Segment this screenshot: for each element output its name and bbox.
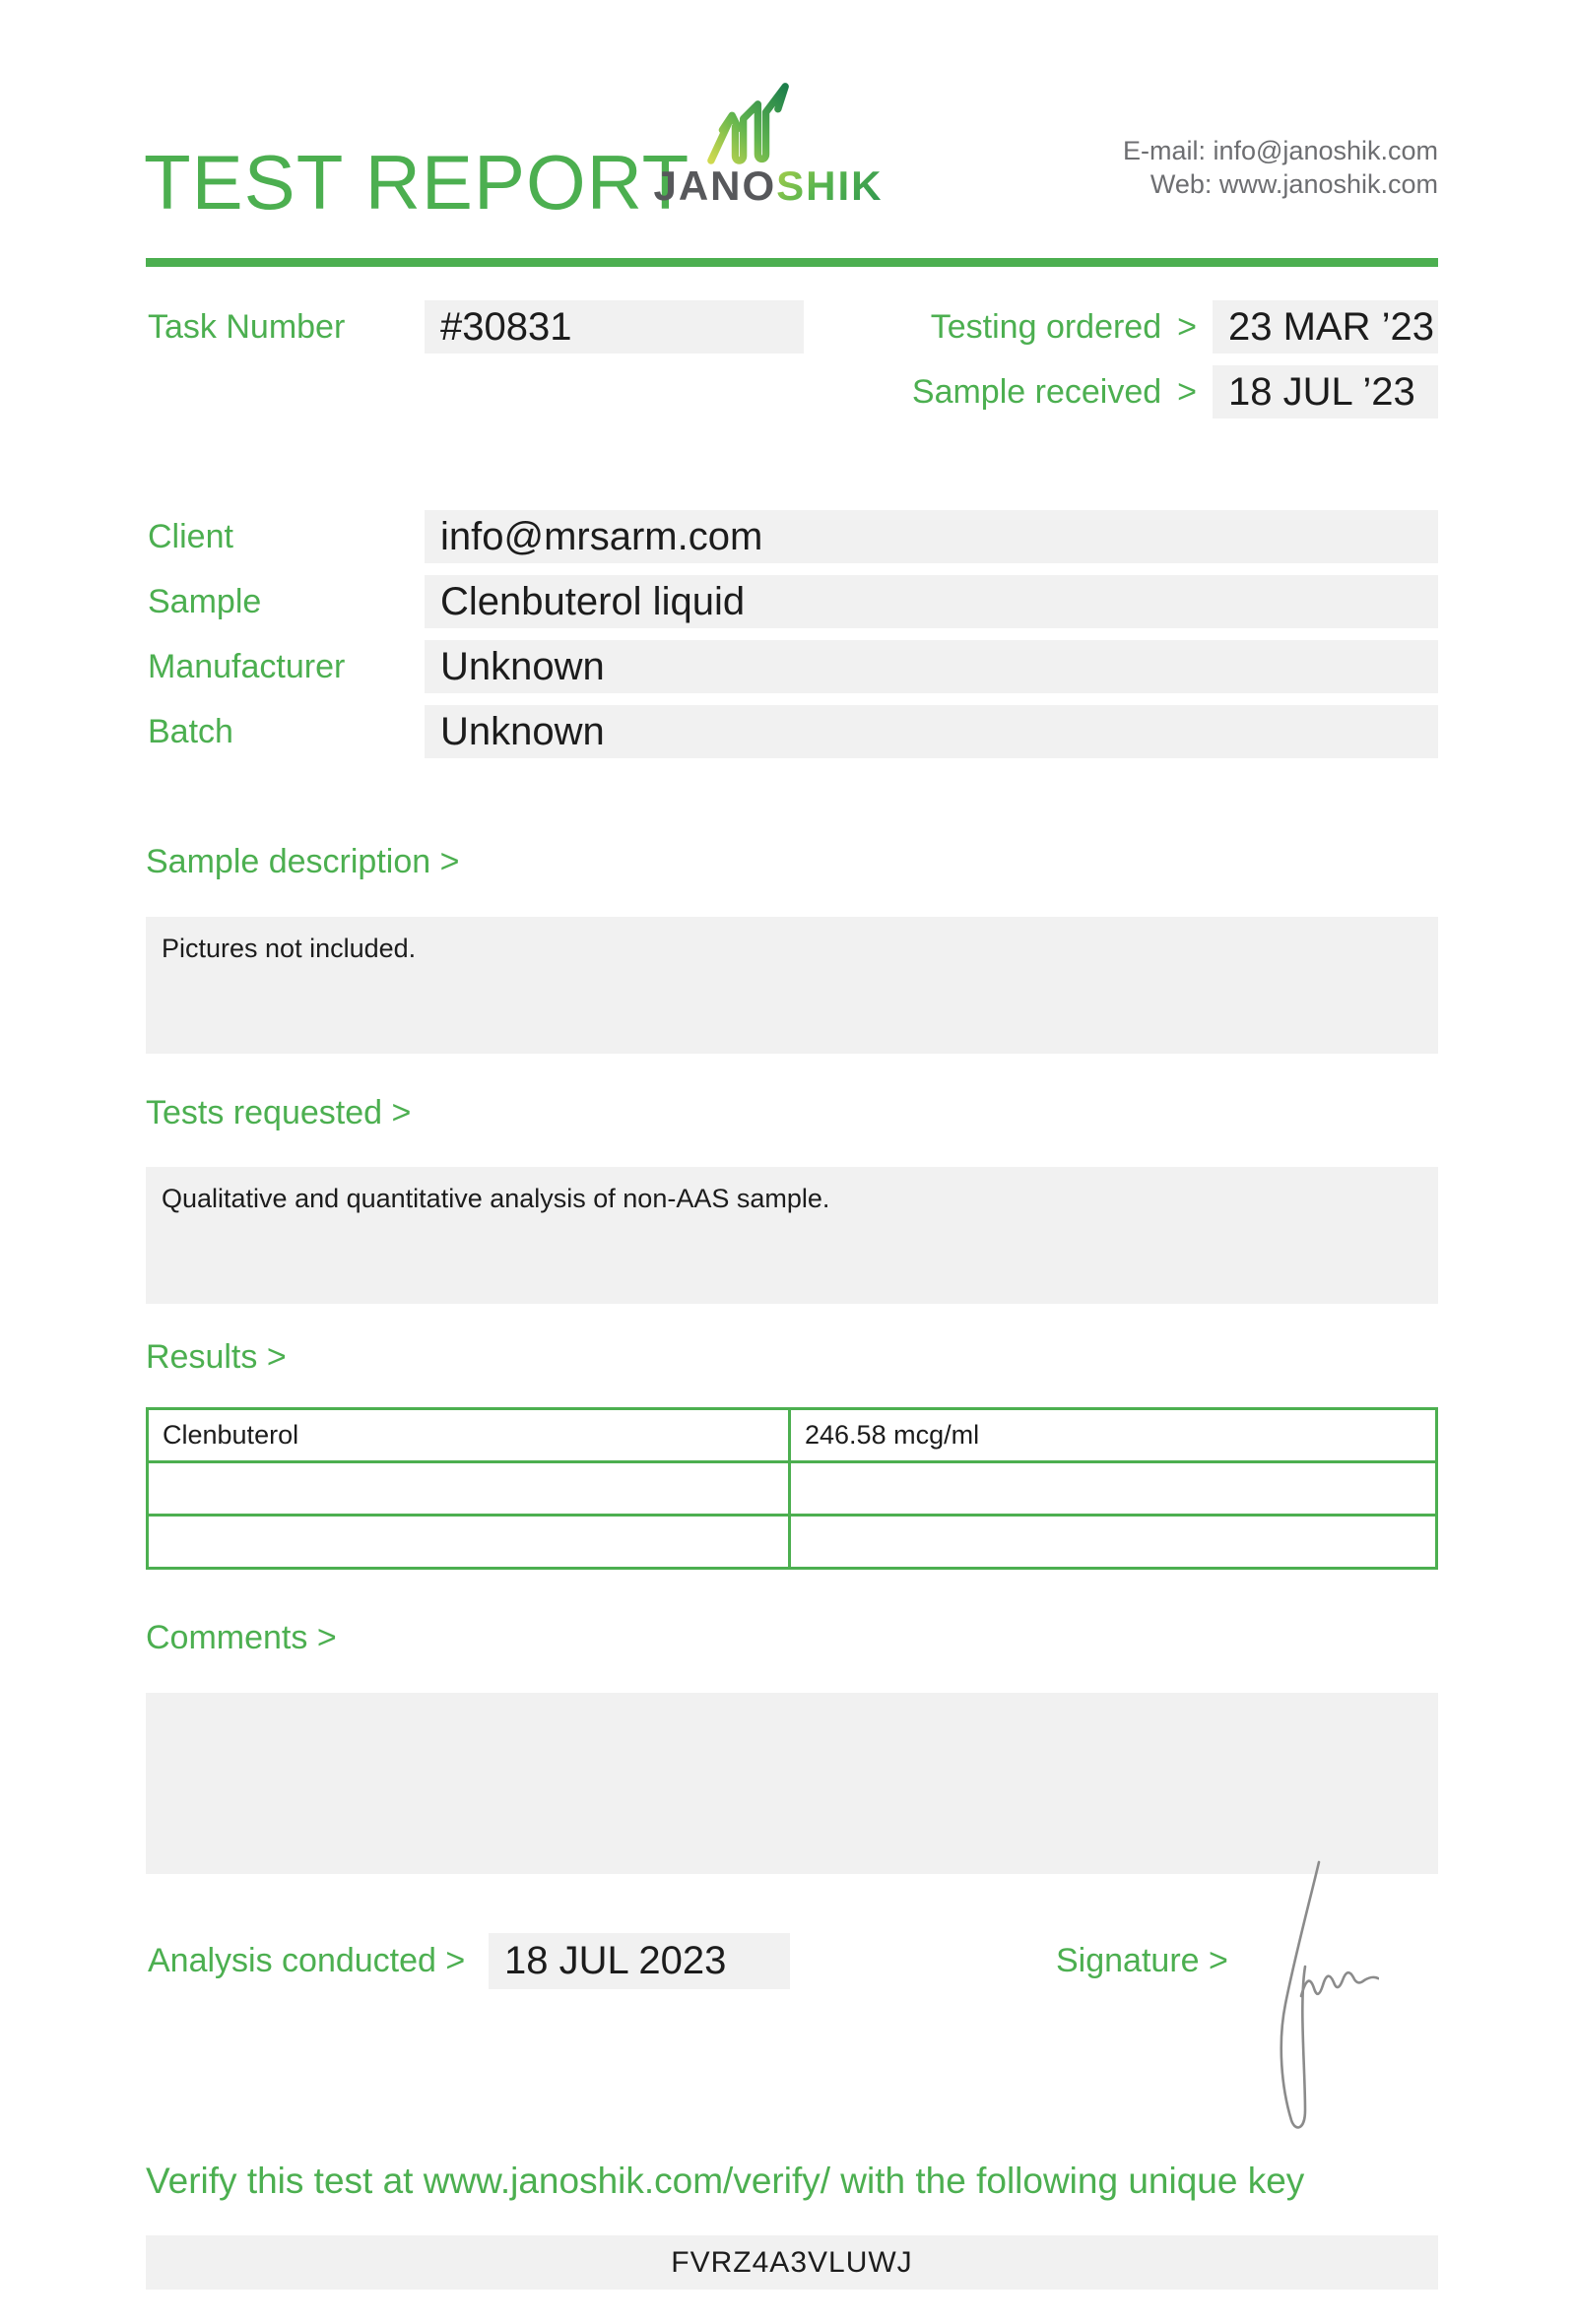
sample-received-row (912, 365, 1438, 419)
result-value-cell: 246.58 mcg/ml (790, 1409, 1437, 1462)
growth-chart-arrows-icon (694, 77, 842, 165)
sample-label: Sample (148, 582, 262, 620)
results-table (146, 1407, 1438, 1570)
client-value: info@mrsarm.com (425, 510, 1438, 563)
logo-text-shik: SHIK (776, 162, 884, 209)
signature-label: Signature > (1056, 1942, 1228, 1979)
chevron-right-icon: > (1177, 372, 1197, 411)
verify-instruction: Verify this test at www.janoshik.com/verify/ with the following unique key (146, 2161, 1305, 2201)
task-number-label: Task Number (148, 307, 346, 346)
sample-received-value: 18 JUL ’23 (1213, 365, 1438, 419)
batch-label: Batch (148, 712, 233, 750)
sample-description-heading: Sample description > (146, 843, 460, 880)
testing-ordered-label: Testing ordered (930, 307, 1162, 346)
header-divider (146, 258, 1438, 267)
analysis-conducted-value: 18 JUL 2023 (489, 1933, 790, 1989)
manufacturer-value: Unknown (425, 640, 1438, 693)
testing-ordered-value: 23 MAR ’23 (1213, 300, 1438, 354)
sample-description-box: Pictures not included. (146, 917, 1438, 1054)
contact-email-line (1123, 134, 1438, 167)
results-row (148, 1462, 1437, 1516)
analysis-conducted-label: Analysis conducted > (148, 1942, 466, 1979)
contact-block (1123, 134, 1438, 201)
page-title: TEST REPORT (144, 139, 690, 226)
sample-received-label: Sample received (911, 372, 1162, 411)
result-value-cell (790, 1462, 1437, 1516)
logo-wordmark (638, 162, 898, 209)
result-analyte-cell (148, 1516, 790, 1569)
task-number-value: #30831 (425, 300, 804, 354)
web-label: Web: (1149, 169, 1219, 199)
result-analyte-cell: Clenbuterol (148, 1409, 790, 1462)
manufacturer-label: Manufacturer (148, 647, 346, 685)
email-value: info@janoshik.com (1213, 136, 1438, 165)
results-row (148, 1516, 1437, 1569)
web-value: www.janoshik.com (1218, 169, 1438, 199)
unique-key-value: FVRZ4A3VLUWJ (671, 2245, 913, 2279)
client-label: Client (148, 517, 233, 555)
sample-value: Clenbuterol liquid (425, 575, 1438, 628)
contact-web-line (1123, 167, 1438, 201)
results-row (148, 1409, 1437, 1462)
result-analyte-cell (148, 1462, 790, 1516)
tests-requested-heading: Tests requested > (146, 1094, 412, 1131)
results-heading: Results > (146, 1338, 287, 1376)
comments-heading: Comments > (146, 1619, 337, 1656)
janoshik-logo (638, 77, 898, 207)
testing-ordered-row (931, 300, 1438, 354)
chevron-right-icon: > (1177, 307, 1197, 346)
email-label: E-mail: (1122, 136, 1214, 165)
batch-value: Unknown (425, 705, 1438, 758)
comments-box (146, 1693, 1438, 1874)
unique-key-box (146, 2235, 1438, 2290)
handwritten-signature-icon (1266, 1856, 1379, 2137)
result-value-cell (790, 1516, 1437, 1569)
logo-text-jano: JANO (653, 162, 777, 209)
tests-requested-box: Qualitative and quantitative analysis of non-AAS sample. (146, 1167, 1438, 1304)
